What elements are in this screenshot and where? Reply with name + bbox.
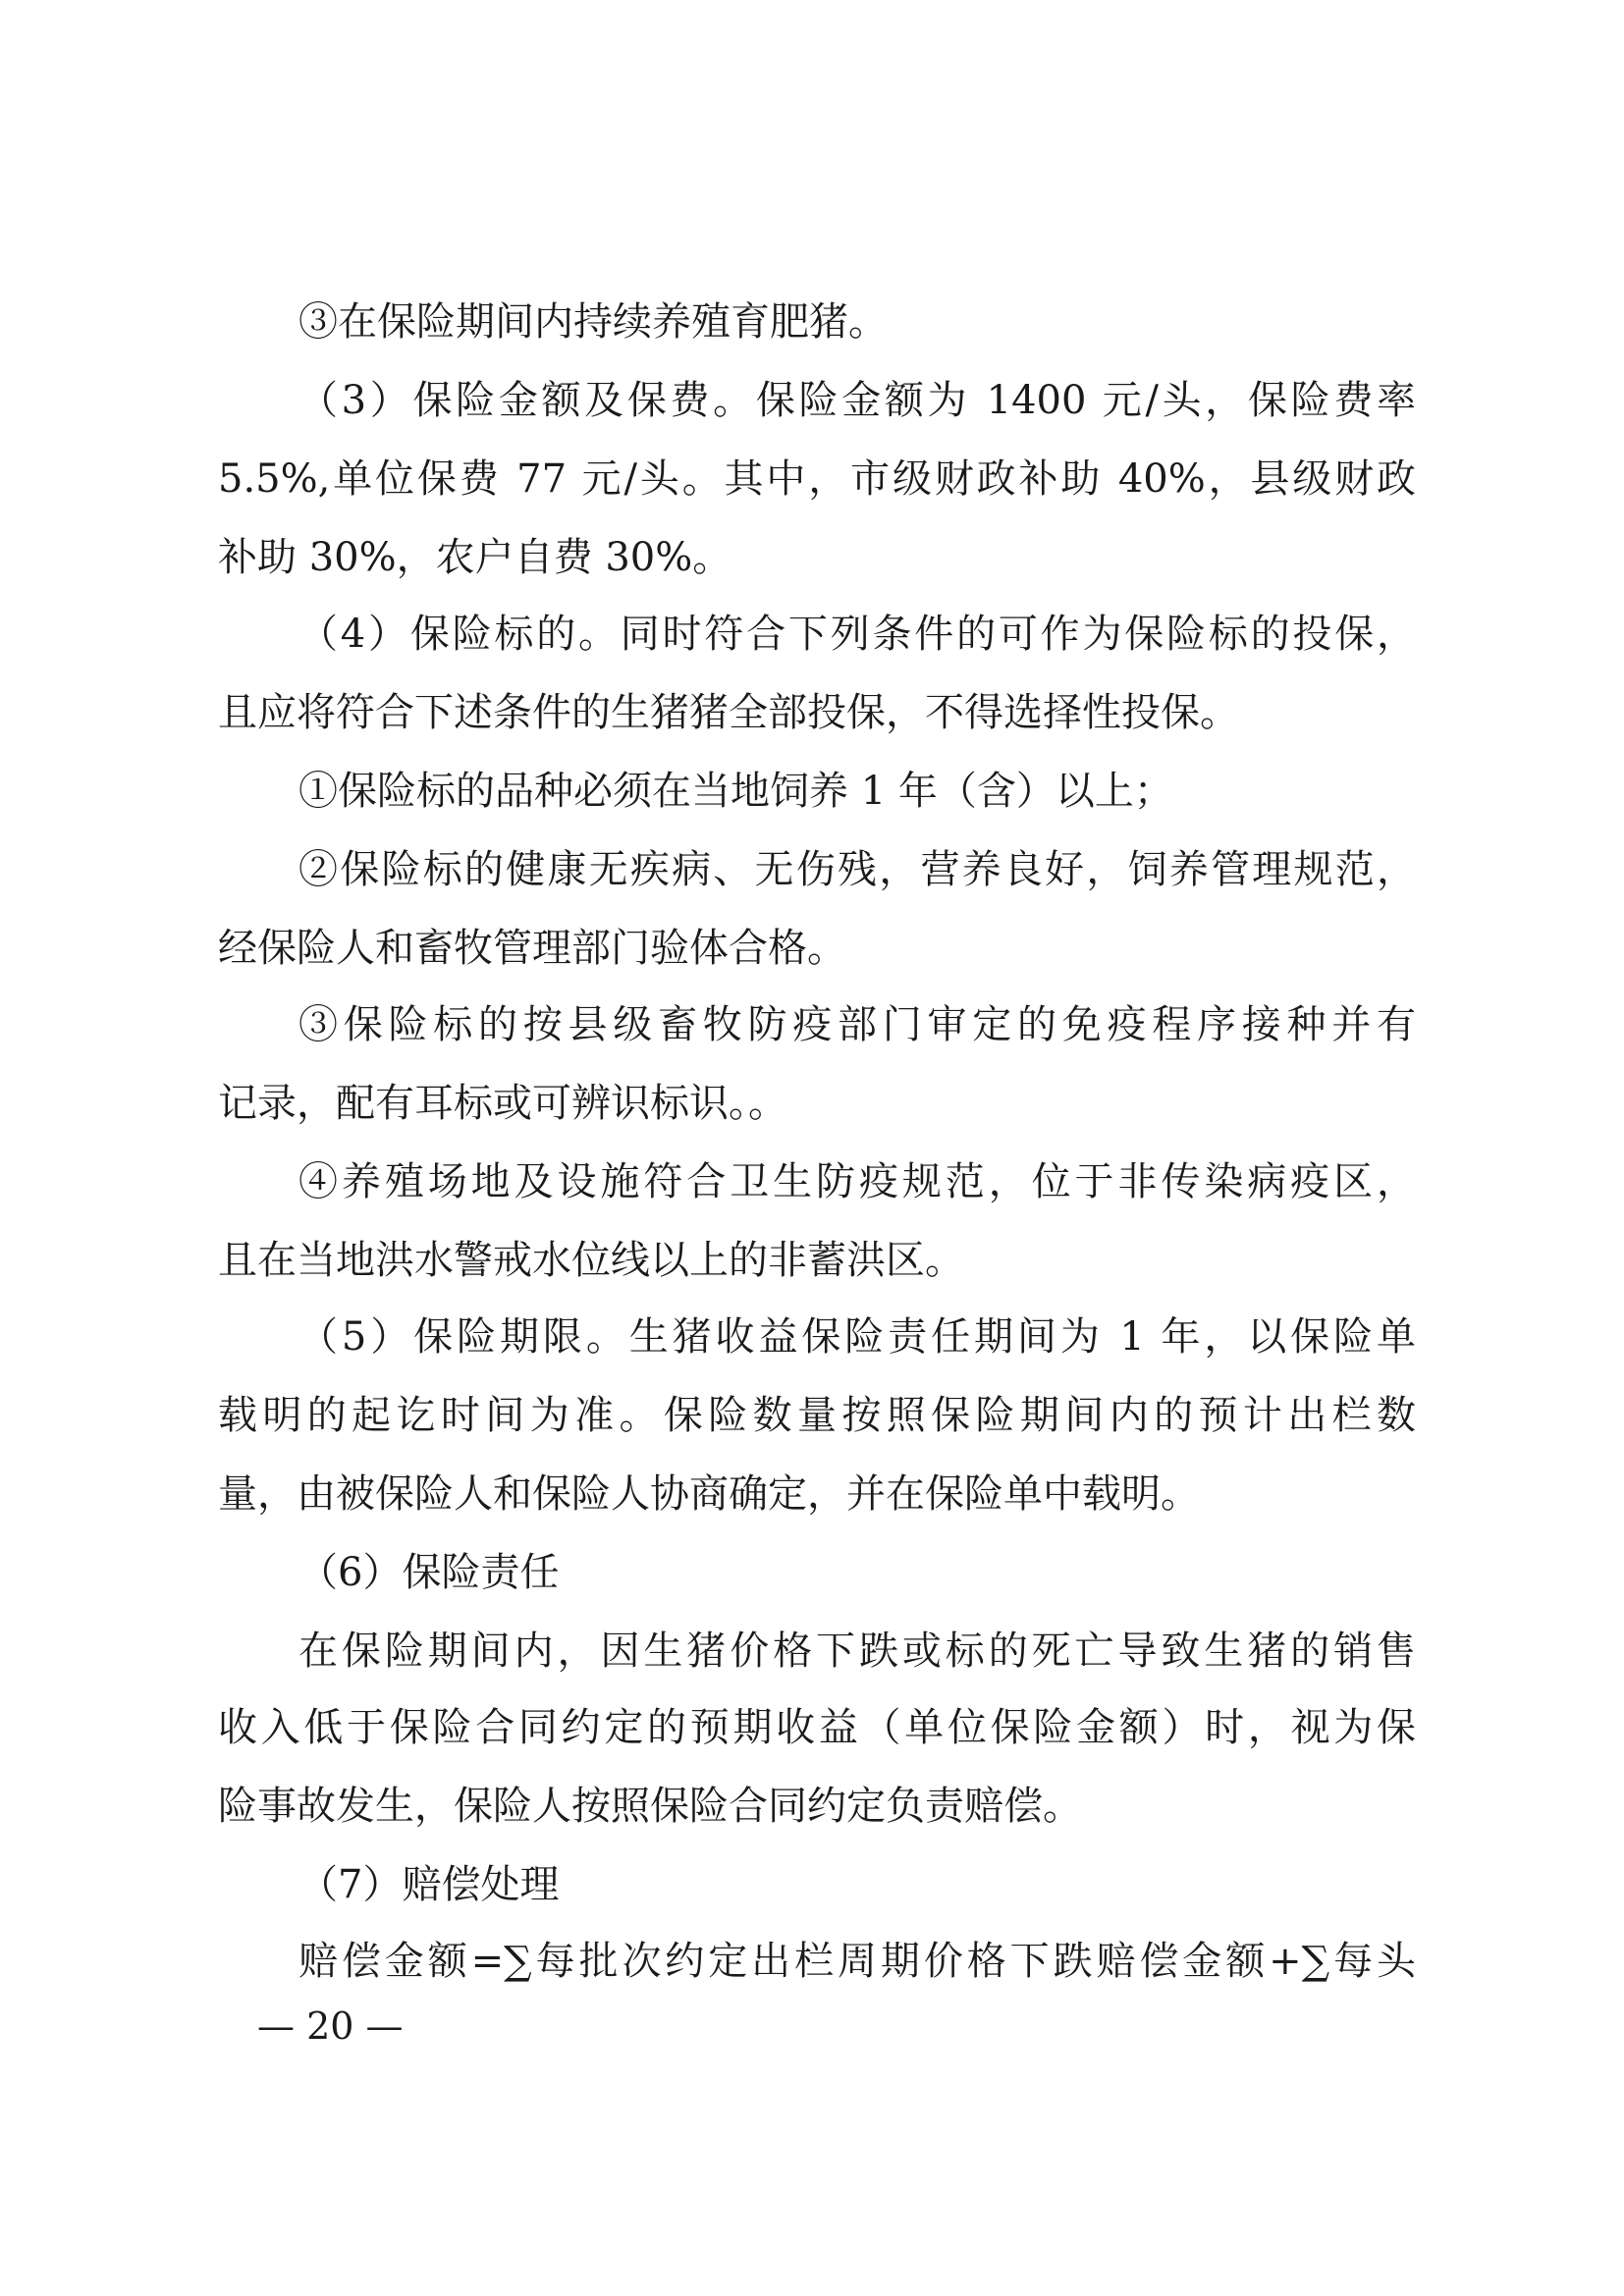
paragraph-line: ③保险标的按县级畜牧防疫部门审定的免疫程序接种并有 <box>298 1002 1416 1047</box>
paragraph-line: ②保险标的健康无疾病、无伤残，营养良好，饲养管理规范， <box>298 847 1416 892</box>
paragraph-line: 经保险人和畜牧管理部门验体合格。 <box>218 926 846 971</box>
paragraph-line: 且应将符合下述条件的生猪猪全部投保，不得选择性投保。 <box>218 690 1239 735</box>
paragraph-line: ④养殖场地及设施符合卫生防疫规范，位于非传染病疫区， <box>298 1159 1416 1204</box>
paragraph-line: （3）保险金额及保费。保险金额为 1400 元/头，保险费率 <box>298 378 1416 423</box>
section-heading: （6）保险责任 <box>298 1550 560 1595</box>
paragraph-line: 载明的起讫时间为准。保险数量按照保险期间内的预计出栏数 <box>218 1393 1416 1438</box>
paragraph-line: 且在当地洪水警戒水位线以上的非蓄洪区。 <box>218 1238 964 1283</box>
paragraph-line: 赔偿金额=∑每批次约定出栏周期价格下跌赔偿金额+∑每头 <box>298 1939 1416 1984</box>
paragraph-line: 补助 30%，农户自费 30%。 <box>218 535 732 580</box>
page-number: — 20 — <box>257 2004 404 2048</box>
paragraph-line: 量，由被保险人和保险人协商确定，并在保险单中载明。 <box>218 1471 1200 1517</box>
paragraph-line: 险事故发生，保险人按照保险合同约定负责赔偿。 <box>218 1784 1082 1829</box>
paragraph-line: ①保险标的品种必须在当地饲养 1 年（含）以上； <box>298 769 1173 814</box>
paragraph-line: （4）保险标的。同时符合下列条件的可作为保险标的投保， <box>298 612 1416 657</box>
paragraph-line: 5.5%,单位保费 77 元/头。其中，市级财政补助 40%，县级财政 <box>218 456 1416 502</box>
paragraph-line: 记录，配有耳标或可辨识标识。。 <box>218 1081 787 1126</box>
paragraph-line: ③在保险期间内持续养殖育肥猪。 <box>298 299 888 345</box>
section-heading: （7）赔偿处理 <box>298 1862 560 1907</box>
paragraph-line: 收入低于保险合同约定的预期收益（单位保险金额）时，视为保 <box>218 1705 1416 1750</box>
paragraph-line: 在保险期间内，因生猪价格下跌或标的死亡导致生猪的销售 <box>298 1629 1416 1674</box>
paragraph-line: （5）保险期限。生猪收益保险责任期间为 1 年，以保险单 <box>298 1314 1416 1360</box>
